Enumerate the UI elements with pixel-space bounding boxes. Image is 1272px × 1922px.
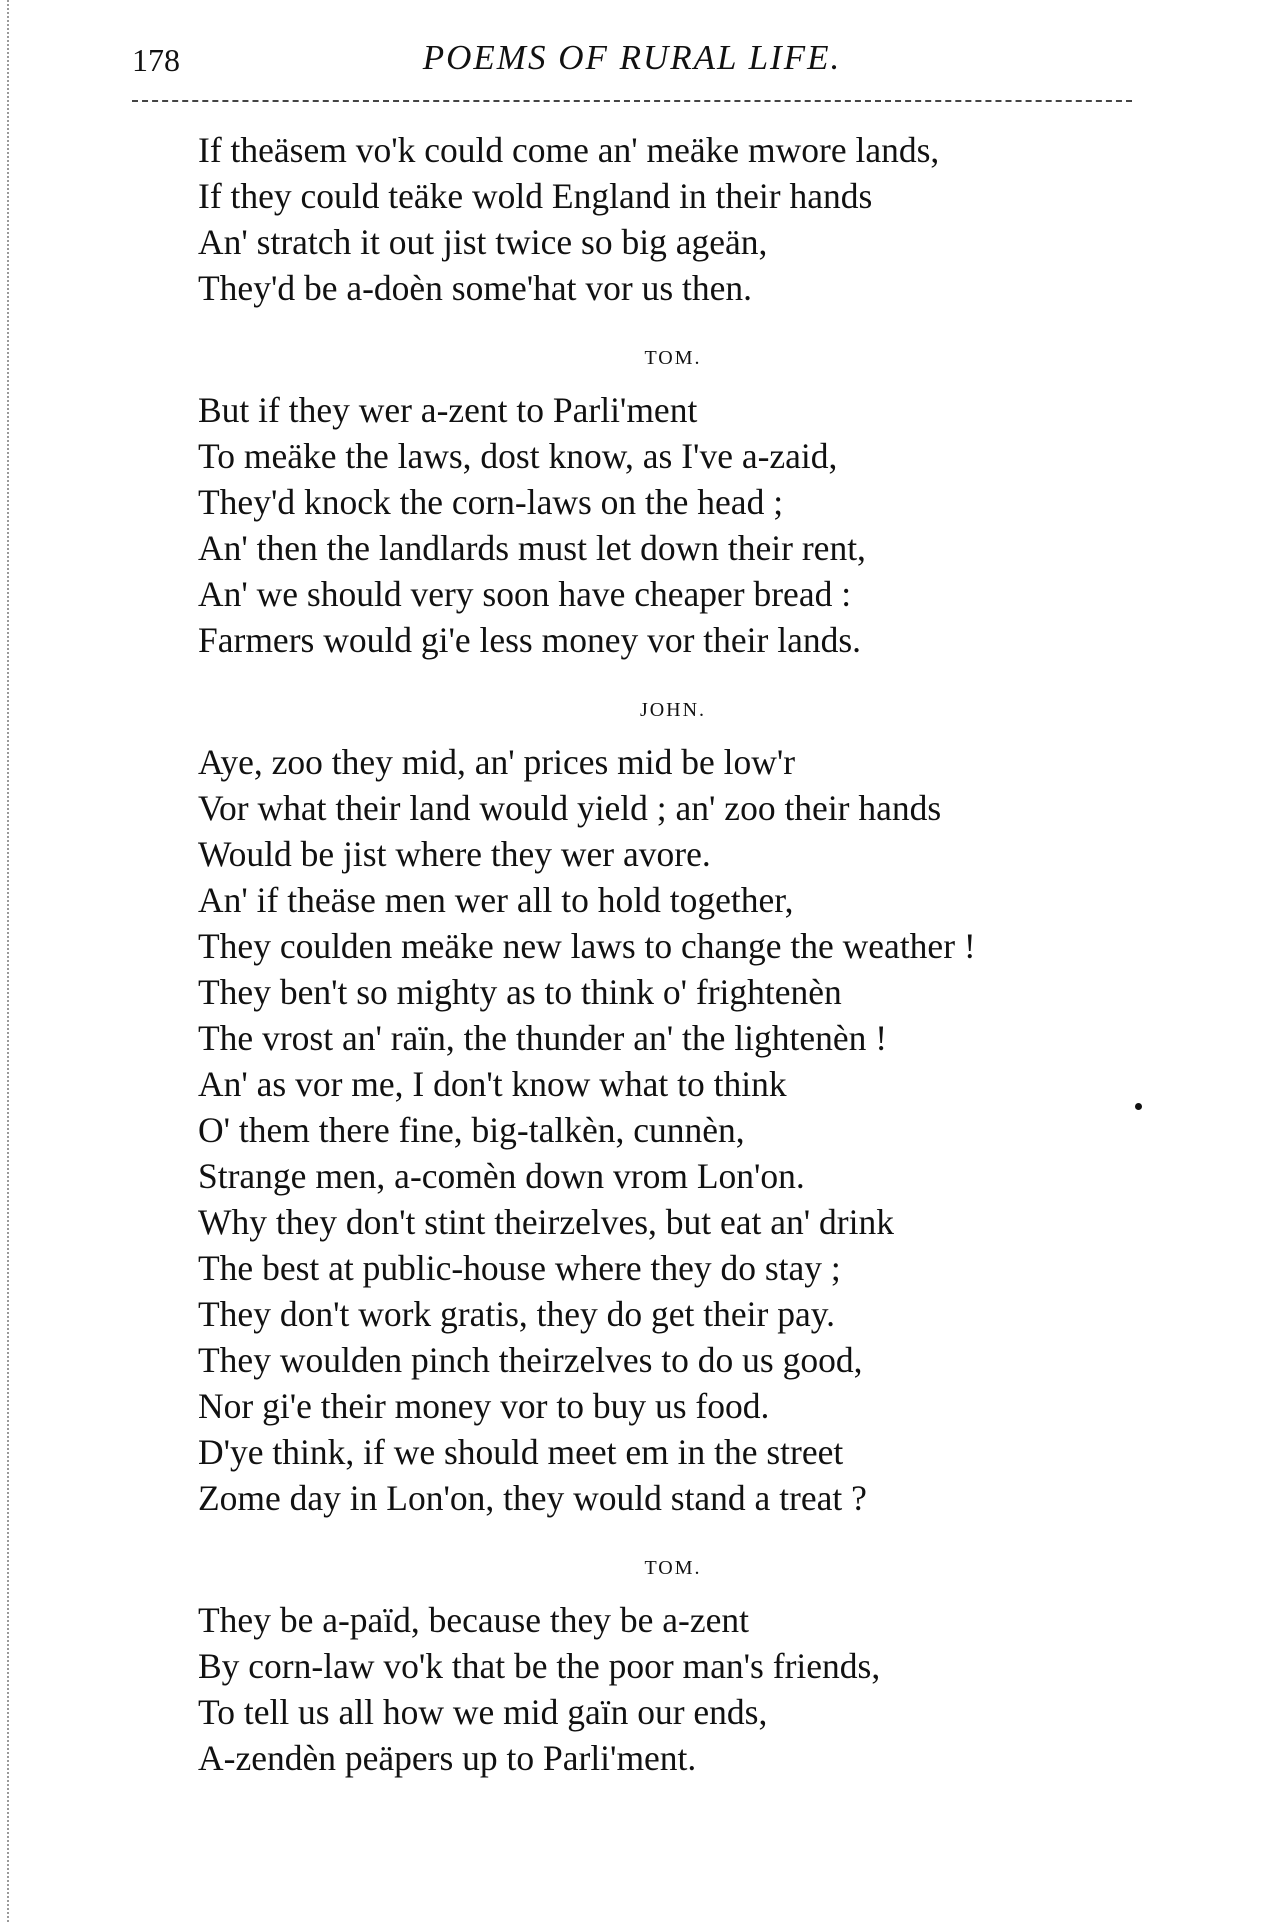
stanza	[198, 663, 1128, 1521]
ink-speck	[1135, 1103, 1142, 1110]
page-header	[132, 38, 1132, 88]
stanza	[198, 127, 1128, 311]
verse-line: They ben't so mighty as to think o' frightenèn	[198, 972, 842, 1012]
stanza	[198, 311, 1128, 663]
speaker-name: TOM.	[644, 1557, 702, 1579]
verse-line: They woulden pinch theirzelves to do us good,	[198, 1340, 863, 1380]
verse-line: Why they don't stint theirzelves, but eat an' drink	[198, 1202, 894, 1242]
verse-line: An' if theäse men wer all to hold together,	[198, 880, 794, 920]
header-rule	[132, 100, 1132, 102]
verse-line: Nor gi'e their money vor to buy us food.	[198, 1386, 770, 1426]
verse-line: Aye, zoo they mid, an' prices mid be low'r	[198, 742, 796, 782]
verse-line: To meäke the laws, dost know, as I've a-zaid,	[198, 436, 838, 476]
stanza-gap	[198, 1521, 1128, 1557]
stanza	[198, 1521, 1128, 1781]
verse-line: Zome day in Lon'on, they would stand a treat ?	[198, 1478, 867, 1518]
speaker-name: TOM.	[644, 347, 702, 369]
verse-line: Vor what their land would yield ; an' zoo their hands	[198, 788, 942, 828]
verse-line: They'd knock the corn-laws on the head ;	[198, 482, 784, 522]
speaker-gap	[198, 721, 1128, 739]
verse-line: Farmers would gi'e less money vor their lands.	[198, 620, 862, 660]
verse-line: The best at public-house where they do stay ;	[198, 1248, 841, 1288]
speaker-name: JOHN.	[639, 699, 707, 721]
verse-line: They don't work gratis, they do get their pay.	[198, 1294, 836, 1334]
verse-line: O' them there fine, big-talkèn, cunnèn,	[198, 1110, 745, 1150]
verse-line: The vrost an' raïn, the thunder an' the lightenèn !	[198, 1018, 888, 1058]
running-title: POEMS OF RURAL LIFE.	[422, 38, 842, 77]
stanza-gap	[198, 663, 1128, 699]
verse-line: An' we should very soon have cheaper bread :	[198, 574, 852, 614]
verse-line: By corn-law vo'k that be the poor man's friends,	[198, 1646, 881, 1686]
verse-line: An' then the landlards must let down their rent,	[198, 528, 866, 568]
poem-body	[198, 127, 1128, 1781]
verse-line: If theäsem vo'k could come an' meäke mwore lands,	[198, 130, 940, 170]
verse-line: They coulden meäke new laws to change the weather !	[198, 926, 976, 966]
stanza-gap	[198, 311, 1128, 347]
verse-line: A-zendèn peäpers up to Parli'ment.	[198, 1738, 697, 1778]
verse-line: They be a-païd, because they be a-zent	[198, 1600, 749, 1640]
left-margin-rule	[7, 0, 9, 1922]
verse-line: If they could teäke wold England in their hands	[198, 176, 873, 216]
speaker-gap	[198, 369, 1128, 387]
verse-line: Strange men, a-comèn down vrom Lon'on.	[198, 1156, 805, 1196]
verse-line: They'd be a-doèn some'hat vor us then.	[198, 268, 753, 308]
verse-line: But if they wer a-zent to Parli'ment	[198, 390, 698, 430]
page-number: 178	[132, 42, 180, 78]
verse-line: To tell us all how we mid gaïn our ends,	[198, 1692, 768, 1732]
verse-line: An' as vor me, I don't know what to think	[198, 1064, 787, 1104]
speaker-gap	[198, 1579, 1128, 1597]
verse-line: An' stratch it out jist twice so big ageän,	[198, 222, 768, 262]
verse-line: D'ye think, if we should meet em in the street	[198, 1432, 844, 1472]
verse-line: Would be jist where they wer avore.	[198, 834, 711, 874]
